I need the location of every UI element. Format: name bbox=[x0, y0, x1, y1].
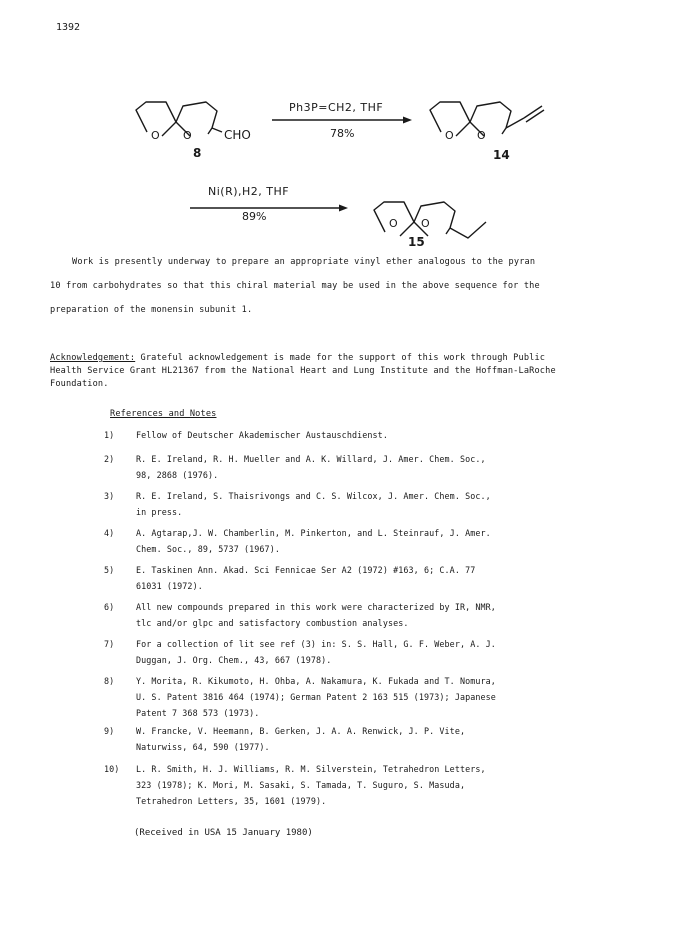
reference-number: 3) bbox=[104, 491, 115, 501]
reference-line: W. Francke, V. Heemann, B. Gerken, J. A. A. Renwick, J. P. Vite, bbox=[136, 726, 466, 736]
reference-line: Chem. Soc., 89, 5737 (1967). bbox=[136, 544, 280, 554]
compound-8-structure bbox=[136, 102, 222, 136]
reference-line: L. R. Smith, H. J. Williams, R. M. Silverstein, Tetrahedron Letters, bbox=[136, 764, 486, 774]
reference-line: A. Agtarap,J. W. Chamberlin, M. Pinkerton, and L. Steinrauf, J. Amer. bbox=[136, 528, 491, 538]
reference-number: 8) bbox=[104, 676, 115, 686]
compound-label-14: 14 bbox=[493, 148, 510, 162]
reference-number: 1) bbox=[104, 430, 115, 440]
reference-line: Patent 7 368 573 (1973). bbox=[136, 708, 260, 718]
reaction2-reagent: Ni(R),H2, THF bbox=[208, 185, 290, 198]
acknowledgement-heading: Acknowledgement: bbox=[50, 353, 136, 363]
ring-oxygen-label: O bbox=[151, 129, 160, 142]
reference-number: 5) bbox=[104, 565, 115, 575]
ring-oxygen-label: O bbox=[477, 129, 486, 142]
reference-line: E. Taskinen Ann. Akad. Sci Fennicae Ser A2 (1972) #163, 6; C.A. 77 bbox=[136, 565, 476, 575]
reference-line: For a collection of lit see ref (3) in: S. S. Hall, G. F. Weber, A. J. bbox=[136, 639, 496, 649]
ring-oxygen-label: O bbox=[389, 217, 398, 230]
reference-line: Fellow of Deutscher Akademischer Austauschdienst. bbox=[136, 430, 388, 440]
reference-line: U. S. Patent 3816 464 (1974); German Patent 2 163 515 (1973); Japanese bbox=[136, 692, 496, 702]
compound-label-15: 15 bbox=[408, 235, 425, 249]
reference-line: Naturwiss, 64, 590 (1977). bbox=[136, 742, 270, 752]
acknowledgement-line: Health Service Grant HL21367 from the National Heart and Lung Institute and the Hoffman-LaRoche bbox=[50, 366, 556, 376]
arrowhead-1 bbox=[403, 117, 412, 124]
reference-number: 2) bbox=[104, 454, 115, 464]
ring-oxygen-label: O bbox=[183, 129, 192, 142]
ring-oxygen-label: O bbox=[445, 129, 454, 142]
reference-number: 9) bbox=[104, 726, 115, 736]
reference-line: Y. Morita, R. Kikumoto, H. Ohba, A. Nakamura, K. Fukada and T. Nomura, bbox=[136, 676, 496, 686]
reference-line: R. E. Ireland, R. H. Mueller and A. K. Willard, J. Amer. Chem. Soc., bbox=[136, 454, 486, 464]
acknowledgement-line: Foundation. bbox=[50, 379, 109, 389]
received-date: (Received in USA 15 January 1980) bbox=[134, 828, 313, 838]
reference-line: R. E. Ireland, S. Thaisrivongs and C. S. Wilcox, J. Amer. Chem. Soc., bbox=[136, 491, 491, 501]
page-number: 1392 bbox=[56, 22, 81, 33]
reference-line: 61031 (1972). bbox=[136, 581, 203, 591]
paragraph-line: preparation of the monensin subunit 1. bbox=[50, 305, 253, 315]
reaction2-yield: 89% bbox=[242, 210, 267, 223]
arrowhead-2 bbox=[339, 205, 348, 212]
reaction1-reagent: Ph3P=CH2, THF bbox=[289, 101, 384, 114]
reaction-scheme bbox=[0, 70, 679, 250]
paragraph-line: Work is presently underway to prepare an appropriate vinyl ether analogous to the pyran bbox=[72, 257, 536, 267]
reference-number: 10) bbox=[104, 764, 120, 774]
reference-line: tlc and/or glpc and satisfactory combustion analyses. bbox=[136, 618, 409, 628]
reference-number: 6) bbox=[104, 602, 115, 612]
reference-number: 4) bbox=[104, 528, 115, 538]
reference-line: 323 (1978); K. Mori, M. Sasaki, S. Tamada, T. Suguro, S. Masuda, bbox=[136, 780, 466, 790]
reference-line: Duggan, J. Org. Chem., 43, 667 (1978). bbox=[136, 655, 332, 665]
acknowledgement-line: Acknowledgement: Grateful acknowledgement is made for the support of this work through Public bbox=[50, 353, 546, 363]
reference-line: in press. bbox=[136, 507, 183, 517]
ring-oxygen-label: O bbox=[421, 217, 430, 230]
paragraph-line: 10 from carbohydrates so that this chiral material may be used in the above sequence for the bbox=[50, 281, 540, 291]
reaction1-yield: 78% bbox=[330, 127, 355, 140]
compound-label-8: 8 bbox=[193, 146, 202, 160]
reference-line: Tetrahedron Letters, 35, 1601 (1979). bbox=[136, 796, 327, 806]
reference-number: 7) bbox=[104, 639, 115, 649]
reference-line: All new compounds prepared in this work were characterized by IR, NMR, bbox=[136, 602, 496, 612]
aldehyde-group-label: CHO bbox=[224, 128, 251, 142]
references-heading: References and Notes bbox=[110, 409, 217, 419]
reference-line: 98, 2868 (1976). bbox=[136, 470, 219, 480]
